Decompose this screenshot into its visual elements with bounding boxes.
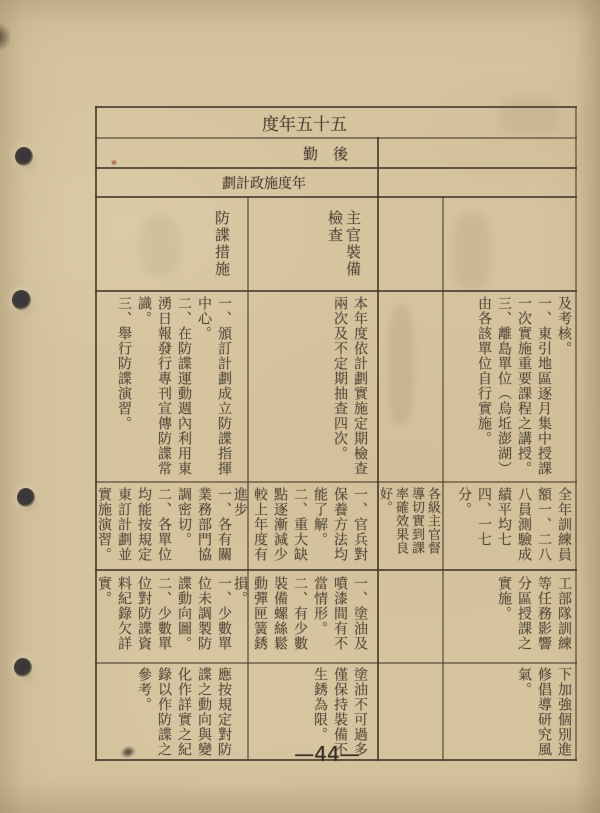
bleedthrough-smudge-1 xyxy=(388,305,414,425)
cell-item: 工部隊訓練等任務影響分區授課之實施。 xyxy=(496,576,572,651)
plan-title-band-text: 劃計政施度年 xyxy=(222,176,306,192)
cell-item: 各級主官督導切實到課率確效果良好。 xyxy=(377,487,440,555)
cell-item: 應按規定對防諜之動向與變化作詳實之紀錄以作防諜之參考。 xyxy=(136,667,232,757)
ink-speck xyxy=(111,159,117,166)
punch-hole-1 xyxy=(15,147,33,166)
page-number: —44— xyxy=(294,742,360,766)
table-divider-x442 xyxy=(442,196,444,761)
table-border-top xyxy=(95,106,577,108)
table-divider-x247 xyxy=(247,196,249,761)
table-border-left xyxy=(95,106,97,761)
punch-hole-2 xyxy=(12,290,31,310)
cell-item: 一、塗油及噴漆間有不當情形。 xyxy=(312,576,368,651)
cell-item: 一、各有關業務部門協調密切。 xyxy=(176,487,232,562)
cell-item: 全年訓練員額一、二八八員測驗成績平均七四、一七分。 xyxy=(456,487,572,562)
cell-item: 二、各單位均能按規定東訂計劃並實施演習。 xyxy=(96,487,172,562)
cell-item: 二、重大缺點逐漸減少較上年度有進步 xyxy=(232,487,308,562)
cell-item: 一、少數單位未調製防諜動向圖。 xyxy=(176,576,232,651)
plan-title-band xyxy=(222,171,312,195)
cell-item: 及考核。 xyxy=(556,296,572,356)
department-band xyxy=(303,141,355,165)
table-rule-h8 xyxy=(95,662,577,664)
year-band xyxy=(262,109,354,135)
cell-c4-implementation xyxy=(448,296,574,478)
cell-item: 本年度依計劃實施定期檢查兩次及不定期抽查四次。 xyxy=(332,296,368,476)
cell-item: 一、頒訂計劃成立防諜指揮中心。 xyxy=(196,296,232,476)
cell-item: 二、有少數裝備螺絲鬆動彈匣簧銹損。 xyxy=(232,576,308,651)
cell-item: 二、在防諜運動週內利用東湧日報發行專刊宣傳防諜常識。 xyxy=(136,296,192,476)
punch-hole-3 xyxy=(17,488,35,507)
cell-c1-deficiencies xyxy=(96,576,234,658)
bleedthrough-smudge-4 xyxy=(500,95,560,135)
year-band-text: 度年五十五 xyxy=(262,114,347,135)
cell-c1-improvements xyxy=(104,667,234,757)
cell-c2-strengths xyxy=(232,487,370,565)
table-rule-h7 xyxy=(95,569,577,571)
cell-item: 三、離島單位︵烏坵澎湖︶由各該單位自行實施。 xyxy=(476,296,512,476)
table-rule-h5 xyxy=(95,290,577,292)
table-rule-h2 xyxy=(95,137,577,139)
column-header-counterespionage xyxy=(127,210,231,288)
cell-c4-strengths xyxy=(448,487,574,565)
cell-item: 一、東引地區逐月集中授課一次實施重要課程之講授。 xyxy=(516,296,552,476)
cell-item: 三、舉行防諜演習。 xyxy=(116,296,132,431)
cell-c1-implementation xyxy=(104,296,234,476)
table-rule-h3 xyxy=(95,167,577,169)
cell-item: 塗油不可過多僅保持裝備不生銹為限。 xyxy=(312,667,368,757)
column-header-text: 主官裝備檢查 xyxy=(326,210,362,278)
table-divider-x377 xyxy=(377,137,379,761)
cell-c2-implementation xyxy=(252,296,370,478)
bleedthrough-smudge-2 xyxy=(452,212,492,292)
column-header-text: 防諜措施 xyxy=(213,210,231,278)
cell-item: 下加強個別進修倡導研究風氣。 xyxy=(516,667,572,757)
cell-c3-strengths xyxy=(377,487,440,565)
column-header-equipment-inspection xyxy=(262,210,362,290)
page-edge-tear-mark xyxy=(0,22,12,52)
table-rule-h6 xyxy=(95,481,577,483)
table-rule-h4 xyxy=(95,196,577,198)
table-border-right xyxy=(575,106,577,761)
cell-c4-deficiencies xyxy=(448,576,574,658)
punch-hole-4 xyxy=(14,658,32,677)
cell-item: 一、官兵對保養方法均能了解。 xyxy=(312,487,368,562)
cell-c1-strengths xyxy=(96,487,234,565)
cell-c4-improvements xyxy=(448,667,574,757)
department-band-text: 勤 後 xyxy=(303,144,349,163)
cell-item: 二、少數單位對防諜資料紀錄欠詳實。 xyxy=(96,576,172,651)
cell-c2-deficiencies xyxy=(232,576,370,658)
